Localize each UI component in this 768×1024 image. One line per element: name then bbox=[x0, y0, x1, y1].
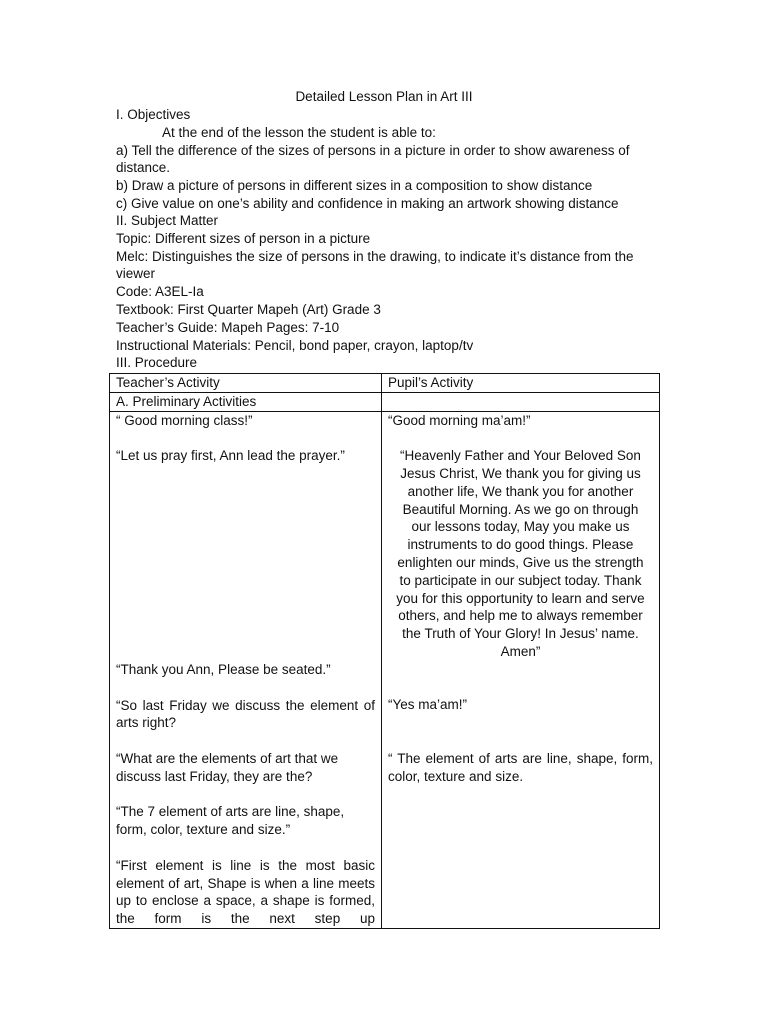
subject-matter-heading: II. Subject Matter bbox=[116, 213, 219, 228]
melc-line: Melc: Distinguishes the size of persons in the drawing, to indicate it’s distance from the viewer bbox=[116, 248, 634, 282]
teacher-line: “What are the elements of art that we discuss last Friday, they are the? bbox=[116, 750, 339, 784]
objectives-section bbox=[116, 106, 656, 213]
teacher-line: “ Good morning class!” bbox=[116, 412, 253, 428]
teacher-activity-cell bbox=[110, 411, 382, 928]
teacher-line: “Let us pray first, Ann lead the prayer.” bbox=[116, 448, 345, 464]
pupil-activity-header: Pupil’s Activity bbox=[382, 374, 660, 393]
topic-line: Topic: Different sizes of person in a picture bbox=[116, 230, 371, 246]
pupil-prayer: “Heavenly Father and Your Beloved Son Jesus Christ, We thank you for giving us another life, We thank you for another Beautiful Morning. As we go on through our lessons today, May you make us instruments to do good things. Please enlighten our minds, Give us the strength to participate in our subject today. Thank you for this opportunity to learn and serve others, and help me to always remember the Truth of Your Glory! In Jesus’ name. Amen” bbox=[396, 448, 645, 659]
guide-line: Teacher’s Guide: Mapeh Pages: 7-10 bbox=[116, 319, 340, 335]
code-line: Code: A3EL-Ia bbox=[116, 284, 204, 300]
pupil-line: “ The element of arts are line, shape, form, color, texture and size. bbox=[388, 750, 653, 784]
teacher-line: “Thank you Ann, Please be seated.” bbox=[116, 661, 331, 677]
preliminary-activities-label: A. Preliminary Activities bbox=[110, 392, 382, 411]
pupil-line: “Yes ma’am!” bbox=[388, 697, 468, 713]
objectives-intro: At the end of the lesson the student is able to: bbox=[162, 124, 436, 140]
textbook-line: Textbook: First Quarter Mapeh (Art) Grade 3 bbox=[116, 301, 381, 317]
document-title: Detailed Lesson Plan in Art III bbox=[295, 89, 473, 104]
objective-item: c) Give value on one’s ability and confidence in making an artwork showing distance bbox=[116, 195, 619, 211]
pupil-activity-cell bbox=[382, 411, 660, 928]
objective-item: a) Tell the difference of the sizes of persons in a picture in order to show awareness of distance. bbox=[116, 142, 630, 176]
subject-matter-section bbox=[116, 212, 656, 372]
teacher-line: “So last Friday we discuss the element of arts right? bbox=[116, 697, 375, 731]
objective-item: b) Draw a picture of persons in different sizes in a composition to show distance bbox=[116, 178, 593, 194]
teacher-line: “First element is line is the most basic element of art, Shape is when a line meets up to enclose a space, a shape is formed, the form is the next step up bbox=[116, 857, 375, 927]
procedure-table bbox=[109, 373, 660, 929]
teacher-activity-header: Teacher’s Activity bbox=[110, 374, 382, 393]
materials-line: Instructional Materials: Pencil, bond paper, crayon, laptop/tv bbox=[116, 337, 474, 353]
objectives-heading: I. Objectives bbox=[116, 107, 191, 122]
teacher-line: “The 7 element of arts are line, shape, form, color, texture and size.” bbox=[116, 804, 345, 838]
pupil-line: “Good morning ma’am!” bbox=[388, 412, 531, 428]
procedure-heading: III. Procedure bbox=[116, 355, 198, 371]
empty-cell bbox=[382, 392, 660, 411]
